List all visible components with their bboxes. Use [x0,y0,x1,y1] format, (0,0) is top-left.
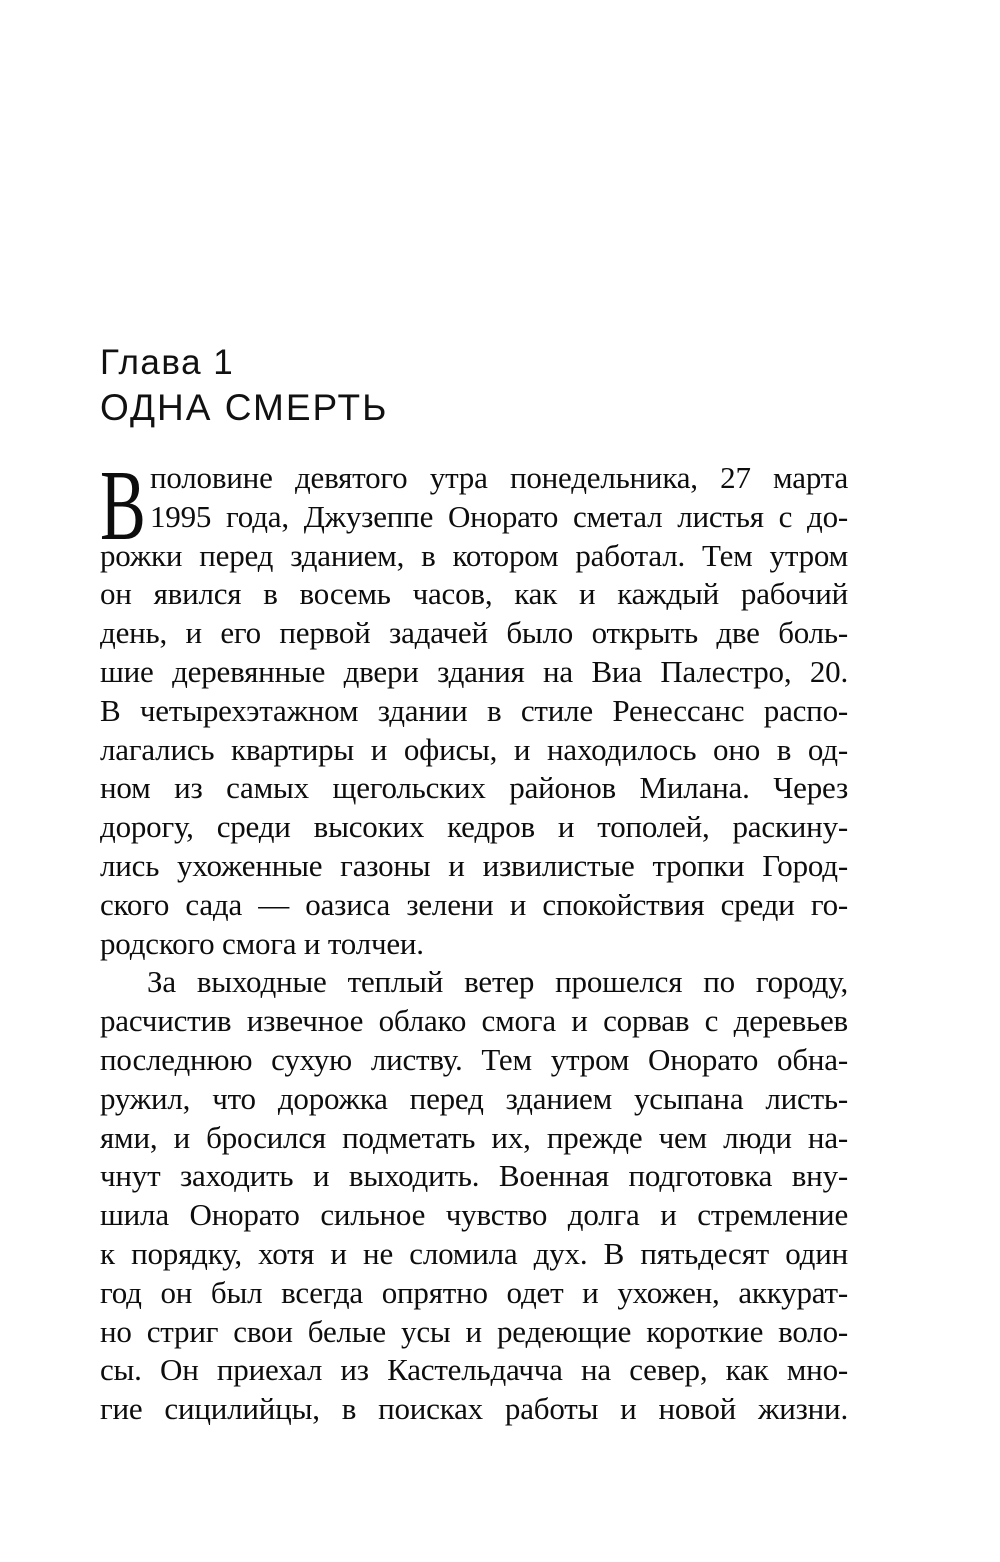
text-line: ном из самых щегольских районов Милана. Через [100,770,848,806]
drop-cap [100,449,148,561]
text-line: лись ухоженные газоны и извилистые тропки Город- [100,847,848,883]
paragraph-1 [100,449,848,963]
text-line: сы. Он приехал из Кастельдачча на север, как мно- [100,1352,848,1388]
text-line: шила Онорато сильное чувство долга и стремление [100,1197,848,1233]
text-line: к порядку, хотя и не сломила дух. В пятьдесят один [100,1235,848,1271]
text-line: ями, и бросился подметать их, прежде чем люди на- [100,1119,848,1155]
text-line: половине девятого утра понедельника, 27 марта [150,460,848,495]
text-line: В четырехэтажном здании в стиле Ренессанс распо- [100,692,848,728]
text-line: ружил, что дорожка перед зданием усыпана листь- [100,1080,848,1116]
text-line: 1995 года, Джузеппе Онорато сметал листья с до- [150,498,848,534]
text-line: За выходные теплый ветер прошелся по городу, [147,964,848,1000]
text-line: рожки перед зданием, в котором работал. Тем утром [100,537,848,573]
text-line: родского смога и толчеи. [100,925,424,961]
text-line: он явился в восемь часов, как и каждый рабочий [100,576,848,612]
text-line: гие сицилийцы, в поисках работы и новой жизни. [100,1391,848,1427]
text-line: ского сада — оазиса зелени и спокойствия среди го- [100,886,848,922]
chapter-number: Глава 1 [100,343,235,382]
chapter-title: ОДНА СМЕРТЬ [100,387,389,428]
text-line: лагались квартиры и офисы, и находилось оно в од- [100,731,848,767]
paragraph-2 [100,963,848,1429]
text-line: день, и его первой задачей было открыть две боль- [100,615,848,651]
text-line: дорогу, среди высоких кедров и тополей, раскину- [100,809,848,845]
text-line: шие деревянные двери здания на Виа Палестро, 20. [100,653,848,689]
text-line: расчистив извечное облако смога и сорвав с деревьев [100,1003,848,1039]
chapter-heading [100,341,848,431]
text-line: год он был всегда опрятно одет и ухожен, аккурат- [100,1274,848,1310]
drop-cap-letter: В [100,449,146,561]
text-line: чнут заходить и выходить. Военная подготовка вну- [100,1158,848,1194]
body-text [100,449,848,1429]
text-line: но стриг свои белые усы и редеющие короткие воло- [100,1313,848,1349]
text-line: последнюю сухую листву. Тем утром Онорато обна- [100,1041,848,1077]
